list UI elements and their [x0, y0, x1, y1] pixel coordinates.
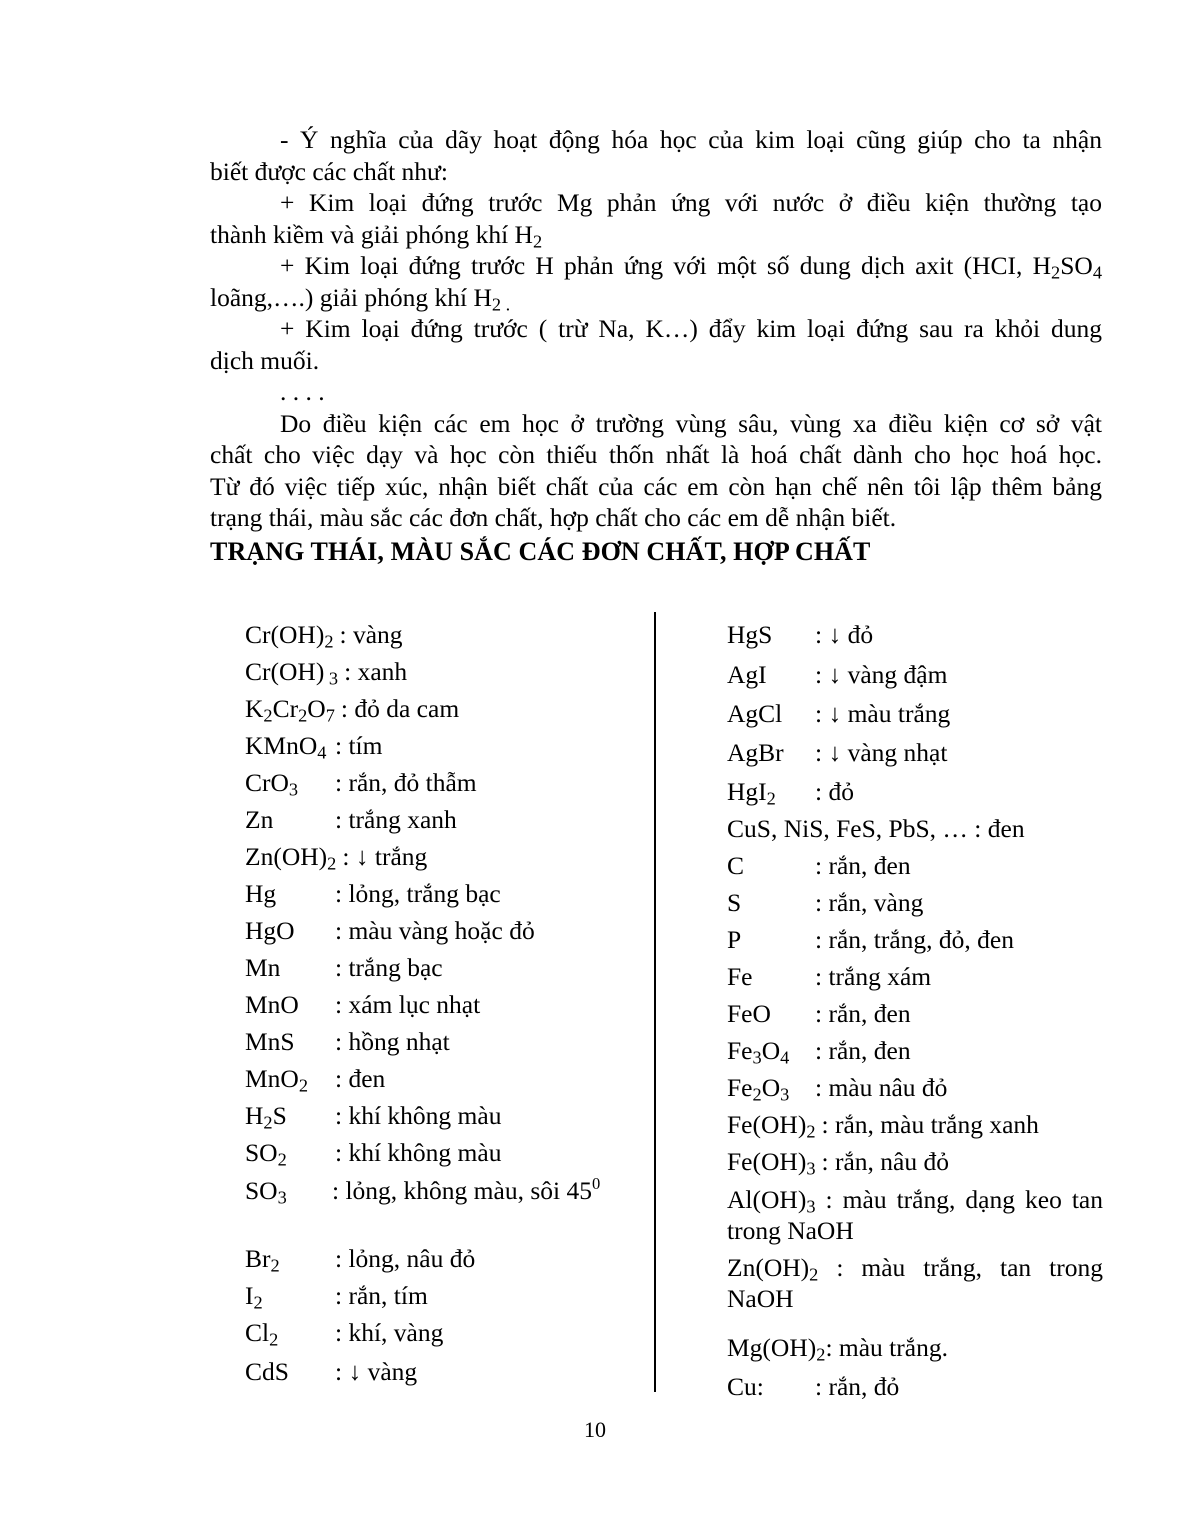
compound-description: : trắng xanh — [335, 805, 457, 834]
intro-line: Do điều kiện các em học ở trường vùng sâu, vùng xa điều kiện cơ sở vật — [280, 408, 1102, 438]
compound-formula: $K_2Cr_2O_7$ — [245, 694, 335, 726]
compound-description: : tím — [335, 731, 383, 760]
compound-description: : vàng — [339, 620, 403, 649]
compound-description: : xanh — [344, 657, 408, 686]
intro-line — [210, 282, 1102, 314]
compound-formula: Fe — [727, 962, 753, 991]
intro-text: SO — [1060, 251, 1093, 280]
compound-formula: Cr(OH) $_3$ — [245, 657, 339, 689]
compound-description: : xám lục nhạt — [335, 990, 481, 1019]
compound-formula: FeO — [727, 999, 771, 1028]
compound-description: : rắn, đen — [815, 1036, 911, 1065]
compound-formula: $Cr(OH)_2$ — [245, 620, 334, 652]
compound-description: : lỏng, nâu đỏ — [335, 1244, 476, 1273]
compound-formula: Mn — [245, 953, 281, 982]
compound-formula: $H_2S$ — [245, 1101, 287, 1133]
compound-formula: $SO_2$ — [245, 1138, 287, 1170]
compound-formula: CdS — [245, 1357, 289, 1386]
compound-description: : ↓ màu trắng — [815, 699, 951, 728]
intro-line: trạng thái, màu sắc các đơn chất, hợp chất cho các em dễ nhận biết. — [210, 503, 897, 532]
compound-formula: $Fe(OH)_3$ — [727, 1147, 816, 1179]
compound-description: : lỏng, không màu, sôi $45^0$ — [332, 1174, 601, 1205]
compound-description: : rắn, màu trắng xanh — [821, 1110, 1039, 1139]
compound-description: : đỏ da cam — [340, 694, 460, 723]
column-divider — [654, 612, 656, 1392]
compound-formula: AgCl — [727, 699, 783, 728]
compound-formula: MnO — [245, 990, 299, 1019]
compound-formula: AgBr — [727, 738, 784, 767]
intro-line — [210, 250, 1102, 282]
compound-formula: HgI$_2$ — [727, 777, 776, 809]
compound-description: : ↓ trắng — [342, 842, 428, 871]
compound-description: : trắng xám — [815, 962, 932, 991]
compound-formula: $Mg(OH)_2$: màu trắng. — [727, 1333, 948, 1365]
compound-description: : rắn, đen — [815, 851, 911, 880]
compound-formula: $I_2$ — [245, 1281, 263, 1313]
intro-line: - Ý nghĩa của dãy hoạt động hóa học của kim loại cũng giúp cho ta nhận — [280, 125, 1102, 154]
compound-formula: HgO — [245, 916, 295, 945]
intro-line: chất cho việc dạy và học còn thiếu thốn nhất là hoá chất dành cho học hoá học. — [210, 440, 1102, 469]
compound-description: : khí, vàng — [335, 1318, 444, 1347]
compound-description: : ↓ vàng — [335, 1357, 418, 1386]
compound-formula-desc — [245, 1175, 623, 1206]
compound-formula-desc: $Al(OH)_3$ : màu trắng, dạng keo tan trong NaOH — [727, 1185, 1103, 1245]
compound-description: : rắn, nâu đỏ — [821, 1147, 949, 1176]
intro-line: Từ đó việc tiếp xúc, nhận biết chất của các em còn hạn chế nên tôi lập thêm bảng — [210, 471, 1102, 501]
compound-description: : ↓ vàng đậm — [815, 660, 948, 689]
compound-formula: $Fe_2O_3$ — [727, 1073, 790, 1105]
compound-description: : đen — [335, 1064, 386, 1093]
compound-formula-desc: $Zn(OH)_2$ : màu trắng, tan trong NaOH — [727, 1253, 1103, 1313]
compound-formula: Hg — [245, 879, 277, 908]
intro-ellipsis: . . . . — [280, 377, 325, 406]
intro-line: biết được các chất như: — [210, 156, 448, 186]
compound-description: : rắn, tím — [335, 1281, 428, 1310]
compound-formula: CrO$_3$ — [245, 768, 299, 800]
intro-line: dịch muối. — [210, 345, 320, 375]
compound-description: : màu vàng hoặc đỏ — [335, 916, 535, 945]
compound-description: : hồng nhạt — [335, 1027, 450, 1056]
compound-description: : rắn, đỏ — [815, 1372, 900, 1401]
compound-description: : trắng bạc — [335, 953, 443, 982]
compound-formula: $SO_3$ — [245, 1176, 287, 1208]
compound-description: : lỏng, trắng bạc — [335, 879, 501, 908]
intro-text: thành kiềm và giải phóng khí H — [210, 219, 533, 249]
compound-formula: C — [727, 851, 745, 880]
compound-description: : rắn, trắng, đỏ, đen — [815, 925, 1014, 954]
intro-line: + Kim loại đứng trước Mg phản ứng với nước ở điều kiện thường tạo — [280, 188, 1102, 217]
compound-description: : ↓ đỏ — [815, 620, 874, 649]
compound-description: : khí không màu — [335, 1138, 502, 1167]
compound-formula: $Fe(OH)_2$ — [727, 1110, 816, 1142]
intro-text: loãng,….) giải phóng khí H — [210, 282, 492, 312]
subscript: 2 — [532, 231, 543, 252]
intro-text: + Kim loại đứng trước H phản ứng với một số dung dịch axit (HCI, H — [280, 251, 1052, 280]
compound-description: : ↓ vàng nhạt — [815, 738, 948, 767]
compound-formula: S — [727, 888, 742, 917]
subscript: 2 . — [491, 294, 511, 315]
compound-formula: $Br_2$ — [245, 1244, 280, 1276]
intro-line: + Kim loại đứng trước ( trừ Na, K…) đẩy kim loại đứng sau ra khỏi dung — [280, 314, 1102, 343]
section-heading: TRẠNG THÁI, MÀU SẮC CÁC ĐƠN CHẤT, HỢP CHẤT — [210, 537, 871, 566]
compound-formula: $Zn(OH)_2$ — [245, 842, 337, 874]
compound-formula: CuS, NiS, FeS, PbS, … : đen — [727, 814, 1025, 843]
compound-description: : đỏ — [815, 777, 854, 806]
compound-description: : màu nâu đỏ — [815, 1073, 948, 1102]
compound-formula: Zn — [245, 805, 274, 834]
subscript: 2 — [1051, 262, 1061, 283]
compound-formula: Cu: — [727, 1372, 764, 1401]
compound-formula: MnO$_2$ — [245, 1064, 309, 1096]
intro-paragraph — [210, 124, 1102, 534]
compound-formula: $Cl_2$ — [245, 1318, 279, 1350]
compound-description: : rắn, đỏ thẫm — [335, 768, 477, 797]
page-number: 10 — [584, 1417, 606, 1442]
compound-formula: P — [727, 925, 742, 954]
compound-formula: KMnO$_4$ — [245, 731, 327, 763]
compound-formula: MnS — [245, 1027, 295, 1056]
intro-line — [210, 219, 1102, 251]
compound-formula: AgI — [727, 660, 767, 689]
compound-description: : rắn, đen — [815, 999, 911, 1028]
subscript: 4 — [1092, 262, 1102, 283]
compound-formula: HgS — [727, 620, 773, 649]
compound-formula: $Fe_3O_4$ — [727, 1036, 790, 1068]
compound-description: : rắn, vàng — [815, 888, 924, 917]
compound-description: : khí không màu — [335, 1101, 502, 1130]
